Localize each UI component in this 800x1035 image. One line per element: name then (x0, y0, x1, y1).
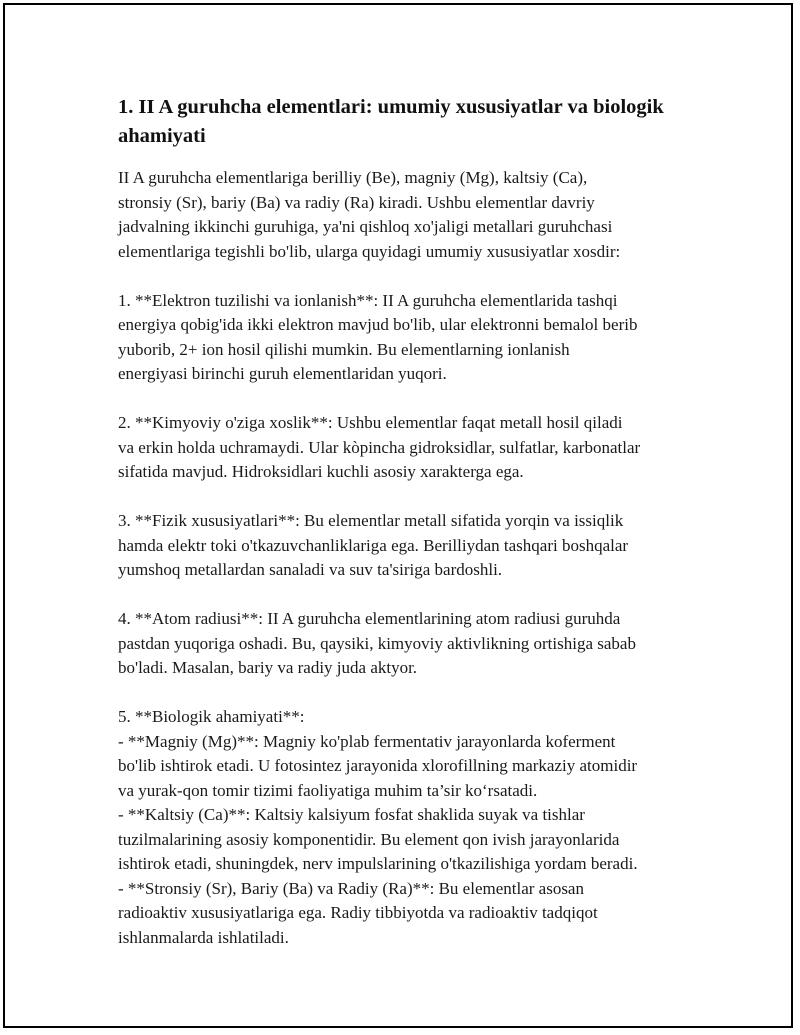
paragraph-electron-structure: 1. **Elektron tuzilishi va ionlanish**: II A guruhcha elementlarida tashqi energiya qobig'ida ikki elektron mavjud bo'lib, ular elektronni bemalol berib yuborib, 2+ ion hosil qilishi mumkin. Bu elementlarning ionlanish energiyasi birinchi guruh elementlaridan yuqori. (118, 290, 638, 383)
paragraph-gap (118, 264, 698, 289)
paragraph-atomic-radius: 4. **Atom radiusi**: II A guruhcha elementlarining atom radiusi guruhda pastdan yuqoriga oshadi. Bu, qaysiki, kimyoviy aktivlikning ortishiga sabab bo'ladi. Masalan, bariy va radiy juda aktyor. (118, 609, 636, 677)
paragraph-gap (118, 485, 698, 510)
document-title: 1. II A guruhcha elementlari: umumiy xususiyatlar va biologik ahamiyati (118, 96, 664, 147)
paragraph-intro: II A guruhcha elementlariga berilliy (Be), magniy (Mg), kaltsiy (Ca), stronsiy (Sr), bariy (Ba) va radiy (Ra) kiradi. Ushbu elementlar davriy jadvalning ikkinchi guruhiga, ya'ni qishloq xo'jaligi metallari guruhchasi elementlariga tegishli bo'lib, ularga quyidagi umumiy xususiyatlar xosdir: (118, 168, 621, 261)
paragraph-gap (118, 387, 698, 412)
paragraph-gap (118, 583, 698, 608)
paragraph-biological-role: 5. **Biologik ahamiyati**: - **Magniy (Mg)**: Magniy ko'plab fermentativ jarayonlarda koferment bo'lib ishtirok etadi. U fotosintez jarayonida xlorofillning markaziy atomidir va yurak-qon tomir tizimi faoliyatiga muhim ta’sir ko‘rsatadi. - **Kaltsiy (Ca)**: Kaltsiy kalsiyum fosfat shaklida suyak va tishlar tuzilmalarining asosiy komponentidir. Bu element qon ivish jarayonlarida ishtirok etadi, shuningdek, nerv impulslarining o'tkazilishiga yordam beradi. - **Stronsiy (Sr), Bariy (Ba) va Radiy (Ra)**: Bu elementlar asosan radioaktiv xususiyatlariga ega. Radiy tibbiyotda va radioaktiv tadqiqot ishlanmalarda ishlatiladi. (118, 707, 638, 947)
paragraph-gap (118, 681, 698, 706)
paragraph-physical-properties: 3. **Fizik xususiyatlari**: Bu elementlar metall sifatida yorqin va issiqlik hamda elektr toki o'tkazuvchanliklariga ega. Berilliydan tashqari boshqalar yumshoq metallardan sanaladi va suv ta'siriga bardoshli. (118, 511, 629, 579)
document-body (118, 93, 698, 950)
paragraph-chemical-properties: 2. **Kimyoviy o'ziga xoslik**: Ushbu elementlar faqat metall hosil qiladi va erkin holda uchramaydi. Ular kòpincha gidroksidlar, sulfatlar, karbonatlar sifatida mavjud. Hidroksidlari kuchli asosiy xarakterga ega. (118, 413, 641, 481)
